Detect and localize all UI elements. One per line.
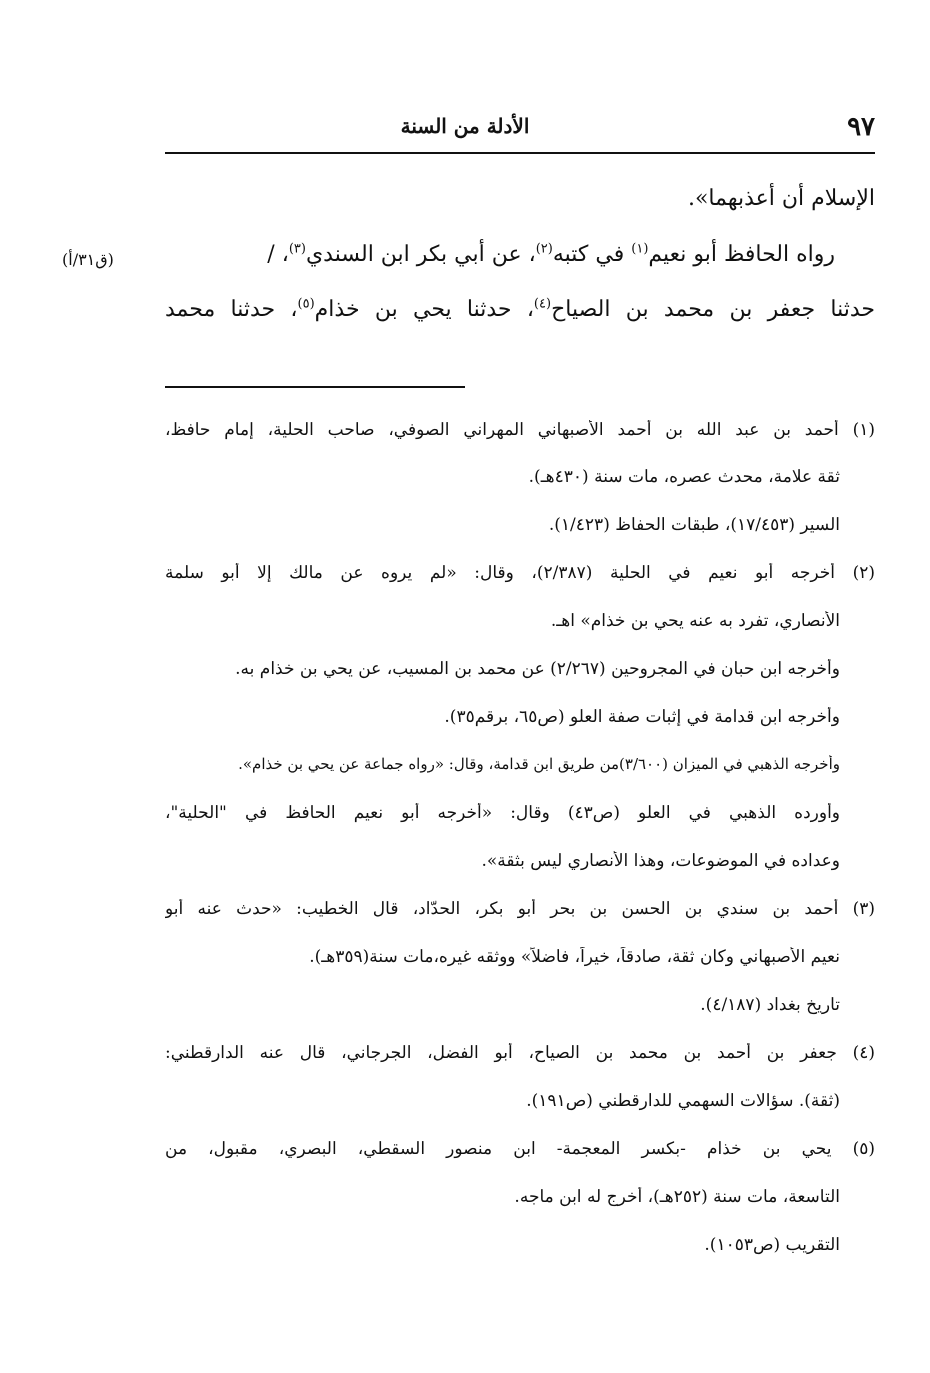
body-text: رواه الحافظ أبو نعيم	[648, 242, 835, 267]
footnote-line: نعيم الأصبهاني وكان ثقة، صادقاً، خيراً، فاضلاً» ووثقه غيره،مات سنة(٣٥٩هـ).	[309, 947, 840, 967]
footnote-line: الأنصاري، تفرد به عنه يحي بن خذام» اهـ.	[550, 611, 840, 631]
footnote-line: ثقة علامة، محدث عصره، مات سنة (٤٣٠هـ).	[528, 467, 840, 487]
footnote-line: التقريب (ص١٠٥٣).	[704, 1235, 840, 1255]
manuscript-folio-note: (ق٣١/أ)	[62, 250, 114, 269]
body-line-3	[165, 297, 875, 322]
footnote-ref-2: (٢)	[535, 241, 553, 257]
footnote-line: وعداده في الموضوعات، وهذا الأنصاري ليس بثقة».	[481, 851, 840, 871]
footnote-line: (٣) أحمد بن سندي بن الحسن بن بحر أبو بكر، الحدّاد، قال الخطيب: «حدث عنه أبو	[165, 899, 875, 919]
body-text: ، حدثنا يحي بن خذام	[314, 297, 534, 322]
footnote-line: وأخرجه الذهبي في الميزان (٣/٦٠٠)من طريق ابن قدامة، وقال: «رواه جماعة عن يحي بن خذام».	[238, 755, 840, 773]
header-rule	[165, 152, 875, 154]
footnote-line: (٥) يحي بن خذام -بكسر المعجمة- ابن منصور السقطي، البصري، مقبول، من	[165, 1139, 875, 1159]
footnote-line: (١) أحمد بن عبد الله بن أحمد الأصبهاني المهراني الصوفي، صاحب الحلية، إمام حافظ،	[165, 420, 875, 440]
footnote-line: وأورده الذهبي في العلو (ص٤٣) وقال: «أخرجه أبو نعيم الحافظ في "الحلية"،	[165, 803, 840, 823]
footnote-line: (ثقة). سؤالات السهمي للدارقطني (ص١٩١).	[526, 1091, 840, 1111]
body-text: ، حدثنا محمد	[165, 297, 298, 322]
footnote-separator	[165, 386, 465, 388]
footnote-line: (٤) جعفر بن أحمد بن محمد بن الصياح، أبو الفضل، الجرجاني، قال عنه الدارقطني:	[165, 1043, 875, 1063]
body-line-2	[165, 242, 875, 267]
footnote-ref-5: (٥)	[297, 296, 315, 312]
footnote-line: وأخرجه ابن حبان في المجروحين (٢/٢٦٧) عن محمد بن المسيب، عن يحي بن خذام به.	[235, 659, 840, 679]
body-text: ، عن أبي بكر ابن السندي	[305, 242, 536, 267]
running-title: الأدلة من السنة	[400, 114, 530, 138]
body-text: في كتبه	[552, 242, 632, 267]
footnote-ref-1: (١)	[631, 241, 649, 257]
body-line-1: الإسلام أن أعذبهما».	[687, 186, 875, 211]
page-number: ٩٧	[847, 112, 875, 142]
footnote-line: وأخرجه ابن قدامة في إثبات صفة العلو (ص٦٥، برقم٣٥).	[444, 707, 840, 727]
footnote-line: تاريخ بغداد (٤/١٨٧).	[700, 995, 840, 1015]
footnote-line: التاسعة، مات سنة (٢٥٢هـ)، أخرج له ابن ماجه.	[514, 1187, 840, 1207]
footnote-ref-4: (٤)	[533, 296, 552, 312]
footnote-line: (٢) أخرجه أبو نعيم في الحلية (٢/٣٨٧)، وقال: «لم يروه عن مالك إلا أبو سلمة	[165, 563, 875, 583]
footnote-ref-3: (٣)	[288, 241, 306, 257]
body-text: حدثنا جعفر بن محمد بن الصياح	[551, 297, 875, 322]
footnote-line: السير (١٧/٤٥٣)، طبقات الحفاظ (١/٤٢٣).	[548, 515, 840, 535]
body-text: ، /	[267, 242, 289, 267]
